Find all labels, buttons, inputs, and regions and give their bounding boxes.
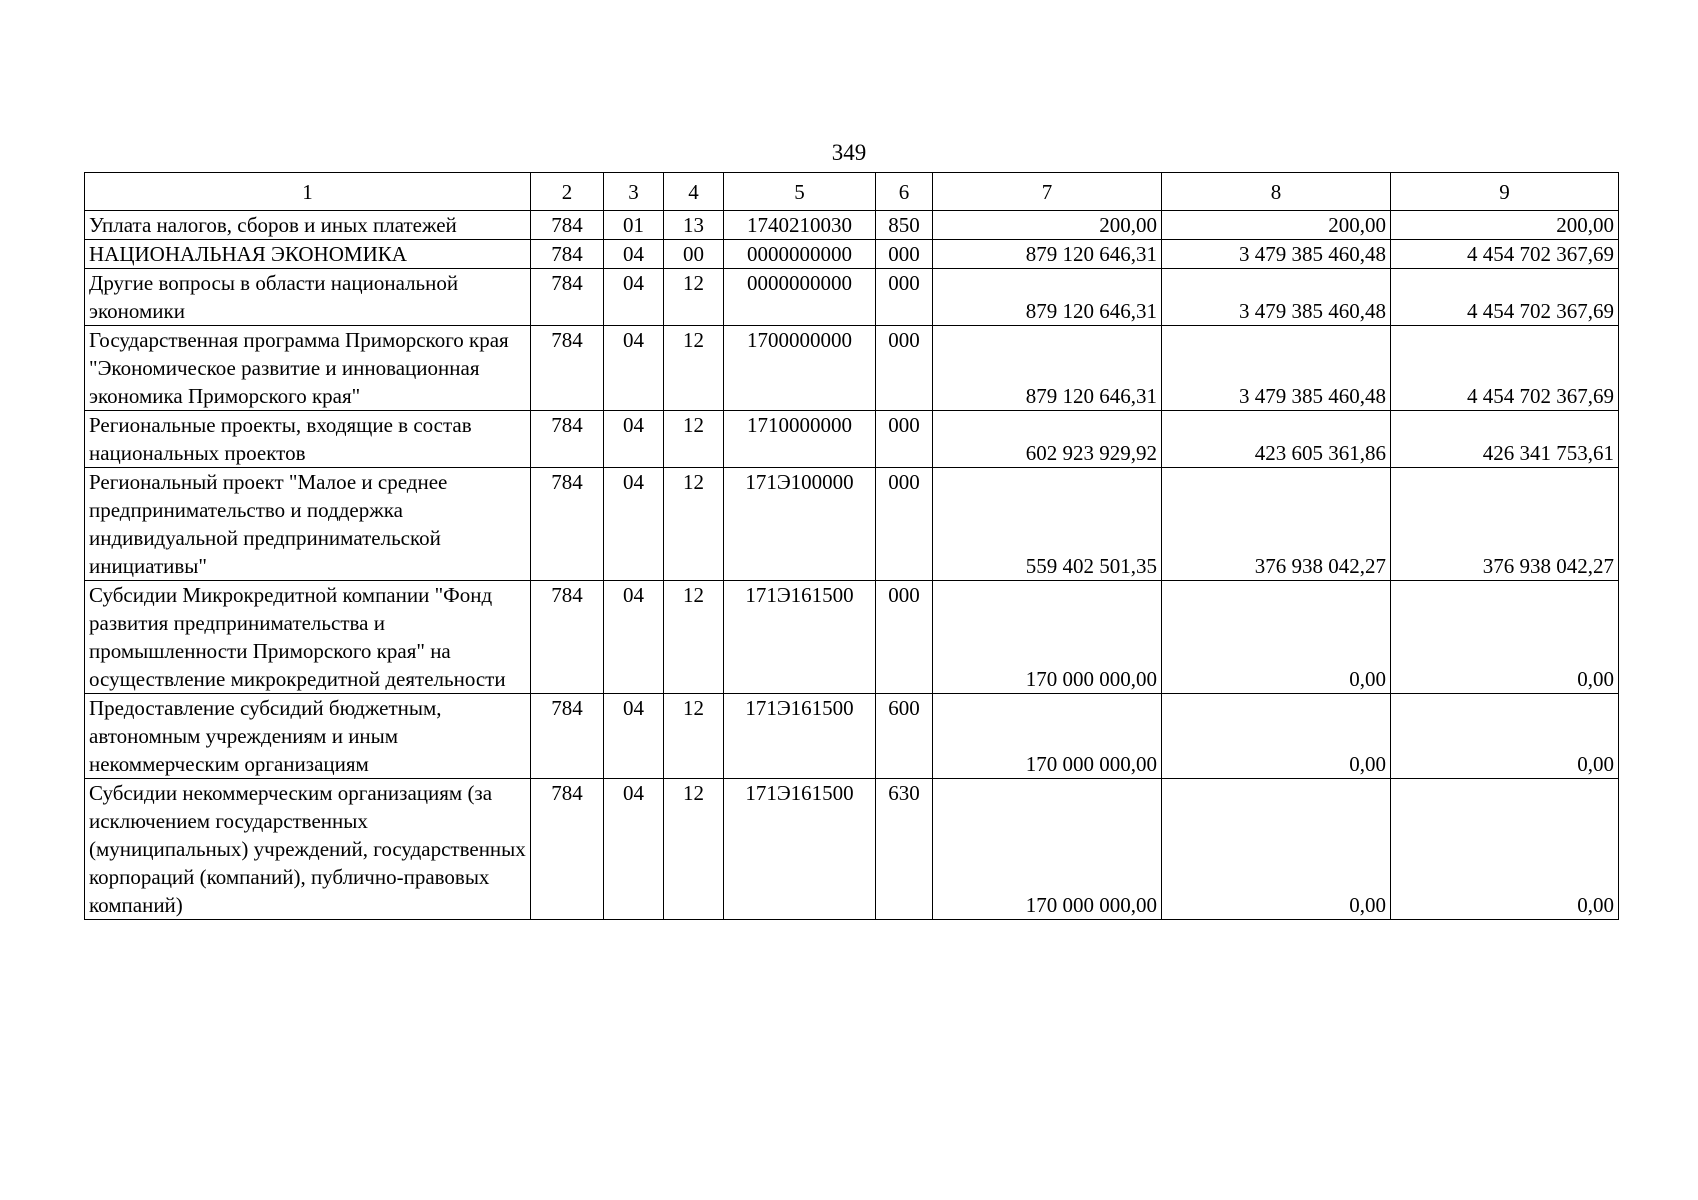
row-amount-col9: 4 454 702 367,69 [1391,269,1619,326]
table-row [85,269,1619,326]
row-amount-col8: 200,00 [1162,211,1391,240]
row-subsection-code: 12 [664,411,724,468]
row-section-code: 04 [604,326,664,411]
table-row [85,468,1619,581]
row-expense-type-code: 000 [876,411,933,468]
row-admin-code: 784 [531,269,604,326]
row-amount-col8: 3 479 385 460,48 [1162,269,1391,326]
row-amount-col7: 170 000 000,00 [933,694,1162,779]
row-amount-col9: 426 341 753,61 [1391,411,1619,468]
row-amount-col7: 879 120 646,31 [933,269,1162,326]
row-target-code: 171Э161500 [724,581,876,694]
row-amount-col7: 879 120 646,31 [933,240,1162,269]
row-name: Субсидии некоммерческим организациям (за исключением государственных (муниципальных) учреждений, государственных корпораций (компаний), публично-правовых компаний) [85,779,531,920]
row-target-code: 1700000000 [724,326,876,411]
row-expense-type-code: 000 [876,326,933,411]
row-subsection-code: 00 [664,240,724,269]
row-admin-code: 784 [531,779,604,920]
row-amount-col9: 376 938 042,27 [1391,468,1619,581]
row-admin-code: 784 [531,468,604,581]
budget-table [84,172,1619,920]
row-amount-col7: 602 923 929,92 [933,411,1162,468]
row-target-code: 171Э161500 [724,779,876,920]
row-name: Государственная программа Приморского края "Экономическое развитие и инновационная экономика Приморского края" [85,326,531,411]
header-col-1: 1 [85,173,531,211]
row-name: Региональный проект "Малое и среднее предпринимательство и поддержка индивидуальной предпринимательской инициативы" [85,468,531,581]
row-admin-code: 784 [531,211,604,240]
row-expense-type-code: 850 [876,211,933,240]
row-subsection-code: 12 [664,581,724,694]
row-amount-col7: 170 000 000,00 [933,779,1162,920]
row-section-code: 04 [604,581,664,694]
row-name: НАЦИОНАЛЬНАЯ ЭКОНОМИКА [85,240,531,269]
row-amount-col7: 170 000 000,00 [933,581,1162,694]
table-row [85,211,1619,240]
row-expense-type-code: 000 [876,240,933,269]
row-admin-code: 784 [531,581,604,694]
table-row [85,326,1619,411]
row-name: Субсидии Микрокредитной компании "Фонд развития предпринимательства и промышленности Приморского края" на осуществление микрокредитной деятельности [85,581,531,694]
table-row [85,779,1619,920]
row-section-code: 01 [604,211,664,240]
row-section-code: 04 [604,411,664,468]
row-subsection-code: 12 [664,694,724,779]
row-amount-col7: 879 120 646,31 [933,326,1162,411]
row-amount-col8: 0,00 [1162,779,1391,920]
row-subsection-code: 13 [664,211,724,240]
row-target-code: 0000000000 [724,269,876,326]
row-expense-type-code: 600 [876,694,933,779]
row-amount-col7: 559 402 501,35 [933,468,1162,581]
header-col-8: 8 [1162,173,1391,211]
header-col-6: 6 [876,173,933,211]
row-section-code: 04 [604,240,664,269]
row-subsection-code: 12 [664,779,724,920]
row-admin-code: 784 [531,326,604,411]
row-amount-col9: 0,00 [1391,581,1619,694]
table-row [85,240,1619,269]
row-amount-col9: 4 454 702 367,69 [1391,326,1619,411]
row-section-code: 04 [604,694,664,779]
row-section-code: 04 [604,468,664,581]
row-admin-code: 784 [531,411,604,468]
row-section-code: 04 [604,269,664,326]
row-name: Предоставление субсидий бюджетным, автономным учреждениям и иным некоммерческим организациям [85,694,531,779]
row-name: Другие вопросы в области национальной экономики [85,269,531,326]
row-expense-type-code: 000 [876,468,933,581]
row-target-code: 1740210030 [724,211,876,240]
table-row [85,411,1619,468]
header-col-7: 7 [933,173,1162,211]
header-col-2: 2 [531,173,604,211]
row-amount-col8: 3 479 385 460,48 [1162,240,1391,269]
table-row [85,694,1619,779]
row-subsection-code: 12 [664,326,724,411]
row-admin-code: 784 [531,240,604,269]
row-amount-col9: 0,00 [1391,779,1619,920]
header-col-4: 4 [664,173,724,211]
page-number: 349 [831,140,867,165]
row-name: Уплата налогов, сборов и иных платежей [85,211,531,240]
row-amount-col9: 0,00 [1391,694,1619,779]
row-expense-type-code: 630 [876,779,933,920]
row-target-code: 171Э161500 [724,694,876,779]
row-section-code: 04 [604,779,664,920]
row-amount-col9: 200,00 [1391,211,1619,240]
row-amount-col9: 4 454 702 367,69 [1391,240,1619,269]
row-amount-col8: 3 479 385 460,48 [1162,326,1391,411]
row-amount-col8: 0,00 [1162,694,1391,779]
header-row [85,173,1619,211]
row-amount-col7: 200,00 [933,211,1162,240]
table-row [85,581,1619,694]
row-admin-code: 784 [531,694,604,779]
header-col-5: 5 [724,173,876,211]
row-name: Региональные проекты, входящие в состав национальных проектов [85,411,531,468]
row-amount-col8: 376 938 042,27 [1162,468,1391,581]
header-col-3: 3 [604,173,664,211]
header-col-9: 9 [1391,173,1619,211]
row-expense-type-code: 000 [876,269,933,326]
row-subsection-code: 12 [664,468,724,581]
row-target-code: 1710000000 [724,411,876,468]
row-target-code: 0000000000 [724,240,876,269]
row-amount-col8: 0,00 [1162,581,1391,694]
row-expense-type-code: 000 [876,581,933,694]
row-subsection-code: 12 [664,269,724,326]
row-amount-col8: 423 605 361,86 [1162,411,1391,468]
row-target-code: 171Э100000 [724,468,876,581]
